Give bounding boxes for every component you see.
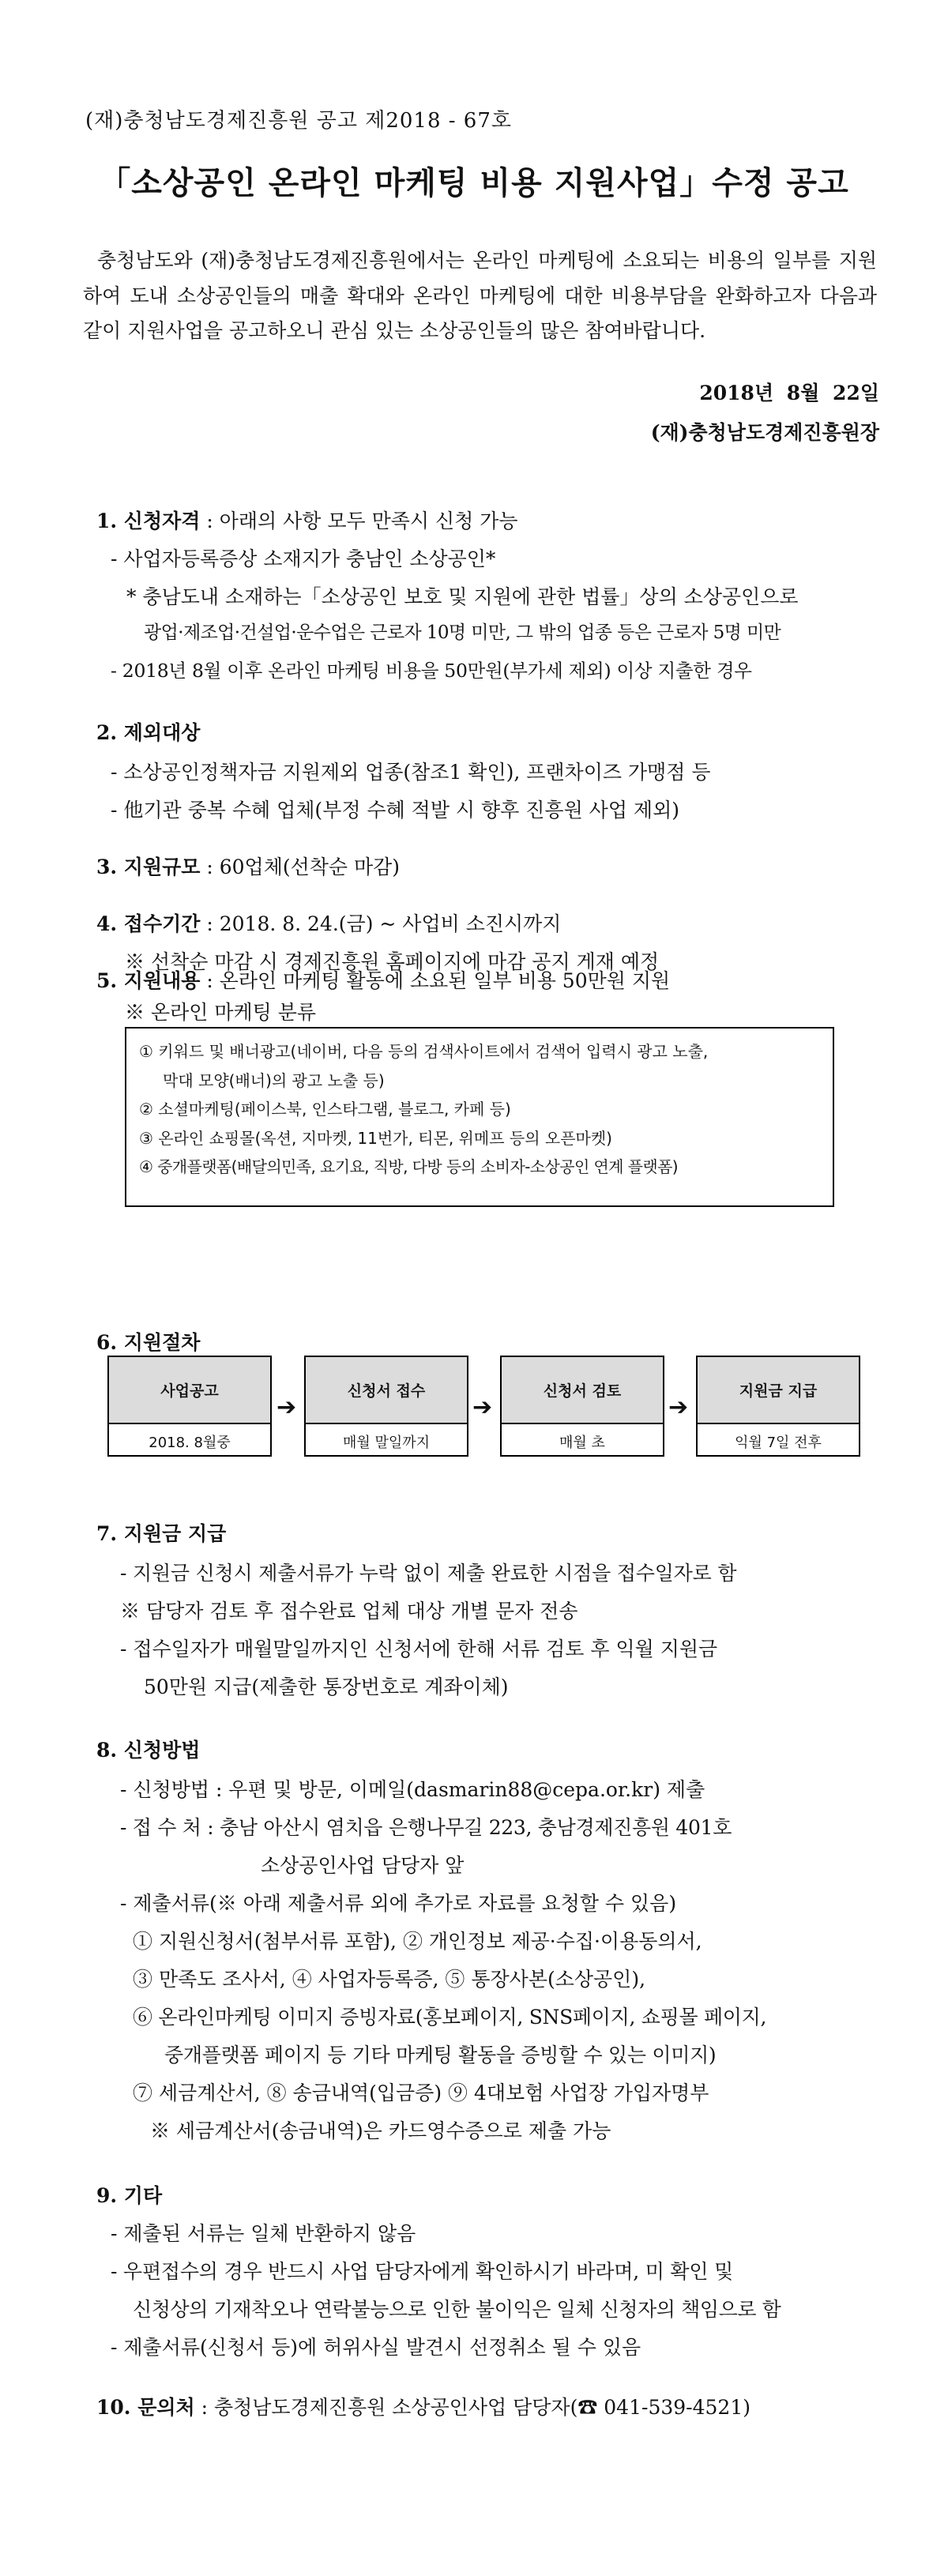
section-8-line: - 제출서류(※ 아래 제출서류 외에 추가로 자료를 요청할 수 있음) [120,1892,677,1915]
process-step-time: 매월 말일까지 [342,1434,431,1451]
section-1-heading [96,506,518,534]
process-step-time: 2018. 8월중 [149,1434,231,1451]
arrow-right-icon: ➔ [276,1393,297,1421]
section-9-title: 9. 기타 [96,2184,163,2207]
section-1-line: * 충남도내 소재하는「소상공인 보호 및 지원에 관한 법률」상의 소상공인으로 [126,585,799,608]
section-10-title: 10. 문의처 [96,2396,195,2419]
section-9-line: 신청상의 기재착오나 연락불능으로 인한 불이익은 일체 신청자의 책임으로 함 [133,2298,781,2321]
section-3-text: : 60업체(선착순 마감) [206,856,401,878]
section-7-line: - 접수일자가 매월말일까지인 신청서에 한해 서류 검토 후 익월 지원금 [120,1638,718,1660]
section-10-text: : 충청남도경제진흥원 소상공인사업 담당자(☎ 041-539-4521) [201,2396,750,2419]
section-9-line: - 우편접수의 경우 반드시 사업 담당자에게 확인하시기 바라며, 미 확인 및 [111,2260,734,2283]
section-8-line: ⑦ 세금계산서, ⑧ 송금내역(입금증) ⑨ 4대보험 사업장 가입자명부 [133,2081,709,2104]
process-step-title: 지원금 지급 [698,1357,859,1424]
section-8-line: ⑥ 온라인마케팅 이미지 증빙자료(홍보페이지, SNS페이지, 쇼핑몰 페이지, [133,2006,767,2029]
section-6-heading [96,1327,200,1356]
arrow-right-icon: ➔ [668,1393,689,1421]
process-step-title: 신청서 검토 [502,1357,663,1424]
section-1-line: 광업·제조업·건설업·운수업은 근로자 10명 미만, 그 밖의 업종 등은 근로자 5명 미만 [144,622,781,643]
section-7-line: - 지원금 신청시 제출서류가 누락 없이 제출 완료한 시점을 접수일자로 함 [120,1562,737,1585]
section-8-line: 소상공인사업 담당자 앞 [261,1854,465,1877]
section-7-line: 50만원 지급(제출한 통장번호로 계좌이체) [144,1675,509,1698]
category-item: ② 소셜마케팅(페이스북, 인스타그램, 블로그, 카페 등) [139,1100,511,1119]
section-8-line: - 접 수 처 : 충남 아산시 염치읍 은행나무길 223, 충남경제진흥원 401호 [120,1816,732,1839]
section-6-title: 6. 지원절차 [96,1331,201,1354]
category-item: ③ 온라인 쇼핑몰(옥션, 지마켓, 11번가, 티몬, 위메프 등의 오픈마켓) [139,1128,612,1148]
process-step [696,1356,860,1457]
section-8-line: ① 지원신청서(첨부서류 포함), ② 개인정보 제공·수집·이용동의서, [133,1930,702,1953]
section-3-title: 3. 지원규모 [96,856,201,878]
process-step [500,1356,664,1457]
section-8-line: - 신청방법 : 우편 및 방문, 이메일(dasmarin88@cepa.or.kr) 제출 [120,1778,705,1801]
section-3-heading [96,852,400,880]
section-5-heading [96,965,670,994]
section-1-line: - 사업자등록증상 소재지가 충남인 소상공인* [111,547,496,570]
category-item: ① 키워드 및 배너광고(네이버, 다음 등의 검색사이트에서 검색어 입력시 광고 노출, [139,1042,709,1061]
process-step-time: 익월 7일 전후 [735,1434,822,1451]
section-8-title: 8. 신청방법 [96,1739,201,1762]
section-8-line: 중개플랫폼 페이지 등 기타 마케팅 활동을 증빙할 수 있는 이미지) [164,2044,717,2066]
section-5-note: ※ 온라인 마케팅 분류 [125,1001,317,1024]
process-step [107,1356,272,1457]
section-8-heading [96,1735,200,1763]
section-2-line: - 他기관 중복 수혜 업체(부정 수혜 적발 시 향후 진흥원 사업 제외) [111,799,679,822]
section-9-line: - 제출된 서류는 일체 반환하지 않음 [111,2222,416,2245]
section-7-title: 7. 지원금 지급 [96,1522,227,1545]
process-step-time: 매월 초 [559,1434,605,1451]
process-step-title: 사업공고 [109,1357,270,1424]
arrow-right-icon: ➔ [472,1393,493,1421]
category-item-cont: 막대 모양(배너)의 광고 노출 등) [163,1070,385,1090]
notice-title: 「소상공인 온라인 마케팅 비용 지원사업」수정 공고 [99,164,849,201]
notice-date: 2018년 8월 22일 [699,382,879,404]
section-9-line: - 제출서류(신청서 등)에 허위사실 발견시 선정취소 될 수 있음 [111,2336,641,2359]
section-4-note: ※ 선착순 마감 시 경제진흥원 홈페이지에 마감 공지 게재 예정 [125,950,660,973]
section-4-heading [96,908,561,937]
section-8-line: ※ 세금계산서(송금내역)은 카드영수증으로 제출 가능 [150,2119,611,2142]
section-8-line: ③ 만족도 조사서, ④ 사업자등록증, ⑤ 통장사본(소상공인), [133,1968,646,1991]
process-step [304,1356,468,1457]
section-2-title: 2. 제외대상 [96,721,201,744]
notice-number: (재)충청남도경제진흥원 공고 제2018 - 67호 [85,109,513,133]
section-5-text: : 온라인 마케팅 활동에 소요된 일부 비용 50만원 지원 [206,969,671,992]
category-item: ④ 중개플랫폼(배달의민족, 요기요, 직방, 다방 등의 소비자-소상공인 연계 플랫폼) [139,1157,679,1176]
process-step-title: 신청서 접수 [306,1357,467,1424]
intro-paragraph: 충청남도와 (재)충청남도경제진흥원에서는 온라인 마케팅에 소요되는 비용의 일부를 지원하여 도내 소상공인들의 매출 확대와 온라인 마케팅에 대한 비용부담을 완화하고자 다음과 같이 지원사업을 공고하오니 관심 있는 소상공인들의 많은 참여바랍니다. [83,249,877,342]
section-10-heading [96,2392,750,2420]
section-7-line: ※ 담당자 검토 후 접수완료 업체 대상 개별 문자 전송 [120,1600,578,1623]
section-9-heading [96,2180,162,2209]
section-2-heading [96,717,200,746]
section-1-title: 1. 신청자격 [96,510,201,532]
section-5-title: 5. 지원내용 [96,969,201,992]
issuer-name: (재)충청남도경제진흥원장 [650,421,879,444]
section-7-heading [96,1518,226,1547]
section-2-line: - 소상공인정책자금 지원제외 업종(참조1 확인), 프랜차이즈 가맹점 등 [111,761,711,784]
section-4-title: 4. 접수기간 [96,912,201,935]
section-4-text: : 2018. 8. 24.(금) ~ 사업비 소진시까지 [206,912,562,935]
section-1-line: - 2018년 8월 이후 온라인 마케팅 비용을 50만원(부가세 제외) 이상 지출한 경우 [111,660,752,682]
marketing-category-box [125,1027,834,1207]
section-1-text: : 아래의 사항 모두 만족시 신청 가능 [206,510,518,532]
